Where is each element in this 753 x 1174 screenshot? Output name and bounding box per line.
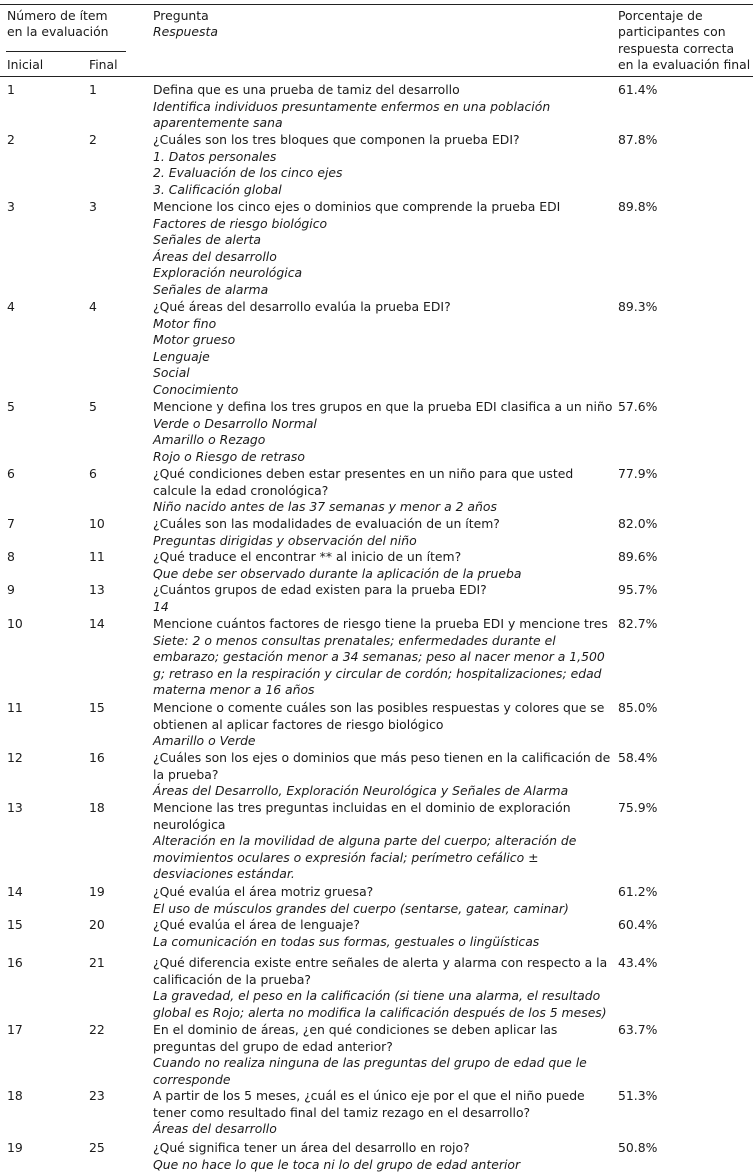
question-text: ¿Cuáles son los tres bloques que componen la prueba EDI? <box>153 132 520 147</box>
cell-inicial: 2 <box>7 132 15 147</box>
cell-inicial: 18 <box>7 1088 23 1103</box>
cell-final: 14 <box>89 616 105 631</box>
question-text: ¿Qué áreas del desarrollo evalúa la prueba EDI? <box>153 299 451 314</box>
cell-porcentaje: 77.9% <box>618 466 658 481</box>
cell-porcentaje: 57.6% <box>618 399 658 414</box>
answer-text: Preguntas dirigidas y observación del niño <box>153 532 417 548</box>
cell-final: 23 <box>89 1088 105 1103</box>
cell-pregunta-respuesta <box>153 955 613 1021</box>
cell-porcentaje: 95.7% <box>618 582 658 597</box>
question-text: ¿Cuáles son las modalidades de evaluación de un ítem? <box>153 516 500 531</box>
cell-inicial: 10 <box>7 616 23 631</box>
cell-pregunta-respuesta <box>153 582 613 615</box>
cell-final: 6 <box>89 466 97 481</box>
question-text: A partir de los 5 meses, ¿cuál es el único eje por el que el niño puede tener como resultado final del tamiz rezago en el desarrollo? <box>153 1088 585 1120</box>
cell-inicial: 5 <box>7 399 15 414</box>
cell-pregunta-respuesta <box>153 1022 613 1088</box>
cell-porcentaje: 51.3% <box>618 1088 658 1103</box>
question-text: ¿Qué traduce el encontrar ** al inicio de un ítem? <box>153 549 462 564</box>
cell-final: 21 <box>89 955 105 970</box>
answer-text: Señales de alerta <box>153 232 262 248</box>
question-text: ¿Cuáles son los ejes o dominios que más peso tienen en la calificación de la prueba? <box>153 750 611 782</box>
cell-pregunta-respuesta <box>153 199 613 299</box>
question-text: ¿Qué evalúa el área de lenguaje? <box>153 917 360 932</box>
header-respuesta: Respuesta <box>153 24 218 39</box>
answer-text: Áreas del desarrollo <box>153 1121 277 1137</box>
cell-inicial: 1 <box>7 82 15 97</box>
answer-text: Factores de riesgo biológico <box>153 215 328 231</box>
question-text: Defina que es una prueba de tamiz del desarrollo <box>153 82 460 97</box>
header-inicial: Inicial <box>7 57 44 72</box>
cell-inicial: 6 <box>7 466 15 481</box>
cell-final: 10 <box>89 516 105 531</box>
cell-inicial: 7 <box>7 516 15 531</box>
answer-text: La gravedad, el peso en la calificación (si tiene una alarma, el resultado global es Rojo; alerta no modifica la calificación después de los 5 meses) <box>153 988 607 1020</box>
cell-porcentaje: 87.8% <box>618 132 658 147</box>
cell-porcentaje: 82.0% <box>618 516 658 531</box>
cell-pregunta-respuesta <box>153 399 613 465</box>
cell-pregunta-respuesta <box>153 299 613 399</box>
cell-pregunta-respuesta <box>153 884 613 917</box>
answer-text: Amarillo o Rezago <box>153 432 266 448</box>
question-text: Mencione o comente cuáles son las posibles respuestas y colores que se obtienen al aplicar factores de riesgo biológico <box>153 700 605 732</box>
cell-final: 2 <box>89 132 97 147</box>
answer-text: Alteración en la movilidad de alguna parte del cuerpo; alteración de movimientos oculares o expresión facial; perímetro cefálico ± desviaciones estándar. <box>153 833 577 882</box>
cell-pregunta-respuesta <box>153 1140 613 1173</box>
cell-inicial: 8 <box>7 549 15 564</box>
cell-porcentaje: 58.4% <box>618 750 658 765</box>
answer-text: Cuando no realiza ninguna de las preguntas del grupo de edad que le corresponde <box>153 1055 587 1087</box>
answer-text: Verde o Desarrollo Normal <box>153 415 317 431</box>
cell-porcentaje: 63.7% <box>618 1022 658 1037</box>
cell-final: 1 <box>89 82 97 97</box>
cell-inicial: 16 <box>7 955 23 970</box>
cell-final: 18 <box>89 800 105 815</box>
answer-text: Amarillo o Verde <box>153 733 256 749</box>
answer-text: Identifica individuos presuntamente enfermos en una población aparentemente sana <box>153 98 551 131</box>
cell-final: 4 <box>89 299 97 314</box>
cell-pregunta-respuesta <box>153 132 613 198</box>
cell-inicial: 13 <box>7 800 23 815</box>
question-text: ¿Qué condiciones deben estar presentes en un niño para que usted calcule la edad cronológica? <box>153 466 574 498</box>
cell-final: 13 <box>89 582 105 597</box>
answer-text: Niño nacido antes de las 37 semanas y menor a 2 años <box>153 499 497 515</box>
cell-pregunta-respuesta <box>153 466 613 516</box>
cell-final: 5 <box>89 399 97 414</box>
answer-text: Que debe ser observado durante la aplicación de la prueba <box>153 565 522 581</box>
cell-inicial: 3 <box>7 199 15 214</box>
header-item-number: Número de ítem en la evaluación <box>7 8 109 40</box>
cell-inicial: 19 <box>7 1140 23 1155</box>
answer-text: Señales de alarma <box>153 281 269 297</box>
cell-porcentaje: 61.4% <box>618 82 658 97</box>
cell-final: 22 <box>89 1022 105 1037</box>
cell-porcentaje: 85.0% <box>618 700 658 715</box>
cell-porcentaje: 50.8% <box>618 1140 658 1155</box>
question-text: En el dominio de áreas, ¿en qué condiciones se deben aplicar las preguntas del grupo de edad anterior? <box>153 1022 558 1054</box>
cell-inicial: 4 <box>7 299 15 314</box>
answer-text: Motor grueso <box>153 332 236 348</box>
answer-text: Rojo o Riesgo de retraso <box>153 448 305 464</box>
header-porcentaje: Porcentaje de participantes con respuesta correcta en la evaluación final <box>618 8 751 73</box>
header-pregunta: Pregunta <box>153 8 209 23</box>
answer-text: Áreas del desarrollo <box>153 248 277 264</box>
cell-final: 15 <box>89 700 105 715</box>
cell-inicial: 17 <box>7 1022 23 1037</box>
cell-pregunta-respuesta <box>153 750 613 800</box>
answer-text: 3. Calificación global <box>153 181 282 197</box>
cell-pregunta-respuesta <box>153 800 613 883</box>
answer-text: El uso de músculos grandes del cuerpo (sentarse, gatear, caminar) <box>153 900 569 916</box>
answer-text: Exploración neurológica <box>153 265 303 281</box>
question-text: Mencione y defina los tres grupos en que la prueba EDI clasifica a un niño <box>153 399 613 414</box>
answer-text: Social <box>153 365 190 381</box>
answer-text: 14 <box>153 598 169 614</box>
cell-final: 20 <box>89 917 105 932</box>
cell-inicial: 14 <box>7 884 23 899</box>
cell-final: 25 <box>89 1140 105 1155</box>
cell-pregunta-respuesta <box>153 1088 613 1138</box>
cell-final: 11 <box>89 549 105 564</box>
cell-final: 3 <box>89 199 97 214</box>
cell-porcentaje: 89.6% <box>618 549 658 564</box>
answer-text: Motor fino <box>153 315 217 331</box>
cell-porcentaje: 60.4% <box>618 917 658 932</box>
cell-inicial: 15 <box>7 917 23 932</box>
question-text: Mencione los cinco ejes o dominios que comprende la prueba EDI <box>153 199 561 214</box>
answer-text: 1. Datos personales <box>153 148 277 164</box>
answer-text: Siete: 2 o menos consultas prenatales; enfermedades durante el embarazo; gestación menor a 34 semanas; peso al nacer menor a 1,500 g; retraso en la respiración y circular de cordón; hospitalizaciones; edad materna menor a 16 años <box>153 632 605 698</box>
cell-porcentaje: 75.9% <box>618 800 658 815</box>
cell-pregunta-respuesta <box>153 549 613 582</box>
question-text: ¿Qué evalúa el área motriz gruesa? <box>153 884 374 899</box>
answer-text: La comunicación en todas sus formas, gestuales o lingüísticas <box>153 933 540 949</box>
question-text: ¿Qué diferencia existe entre señales de alerta y alarma con respecto a la calificación de la prueba? <box>153 955 608 987</box>
cell-inicial: 9 <box>7 582 15 597</box>
question-text: ¿Qué significa tener un área del desarrollo en rojo? <box>153 1140 470 1155</box>
cell-final: 19 <box>89 884 105 899</box>
cell-porcentaje: 89.3% <box>618 299 658 314</box>
answer-text: Conocimiento <box>153 381 239 397</box>
cell-porcentaje: 89.8% <box>618 199 658 214</box>
answer-text: 2. Evaluación de los cinco ejes <box>153 165 343 181</box>
cell-inicial: 11 <box>7 700 23 715</box>
header-final: Final <box>89 57 118 72</box>
cell-porcentaje: 82.7% <box>618 616 658 631</box>
cell-inicial: 12 <box>7 750 23 765</box>
question-text: ¿Cuántos grupos de edad existen para la prueba EDI? <box>153 582 487 597</box>
cell-porcentaje: 61.2% <box>618 884 658 899</box>
cell-porcentaje: 43.4% <box>618 955 658 970</box>
question-text: Mencione las tres preguntas incluidas en el dominio de exploración neurológica <box>153 800 571 832</box>
cell-pregunta-respuesta <box>153 700 613 750</box>
answer-text: Áreas del Desarrollo, Exploración Neurológica y Señales de Alarma <box>153 783 569 799</box>
cell-pregunta-respuesta <box>153 917 613 950</box>
cell-pregunta-respuesta <box>153 516 613 549</box>
question-text: Mencione cuántos factores de riesgo tiene la prueba EDI y mencione tres <box>153 616 608 631</box>
answer-text: Que no hace lo que le toca ni lo del grupo de edad anterior <box>153 1156 521 1172</box>
cell-pregunta-respuesta <box>153 82 613 132</box>
cell-final: 16 <box>89 750 105 765</box>
answer-text: Lenguaje <box>153 348 210 364</box>
cell-pregunta-respuesta <box>153 616 613 699</box>
